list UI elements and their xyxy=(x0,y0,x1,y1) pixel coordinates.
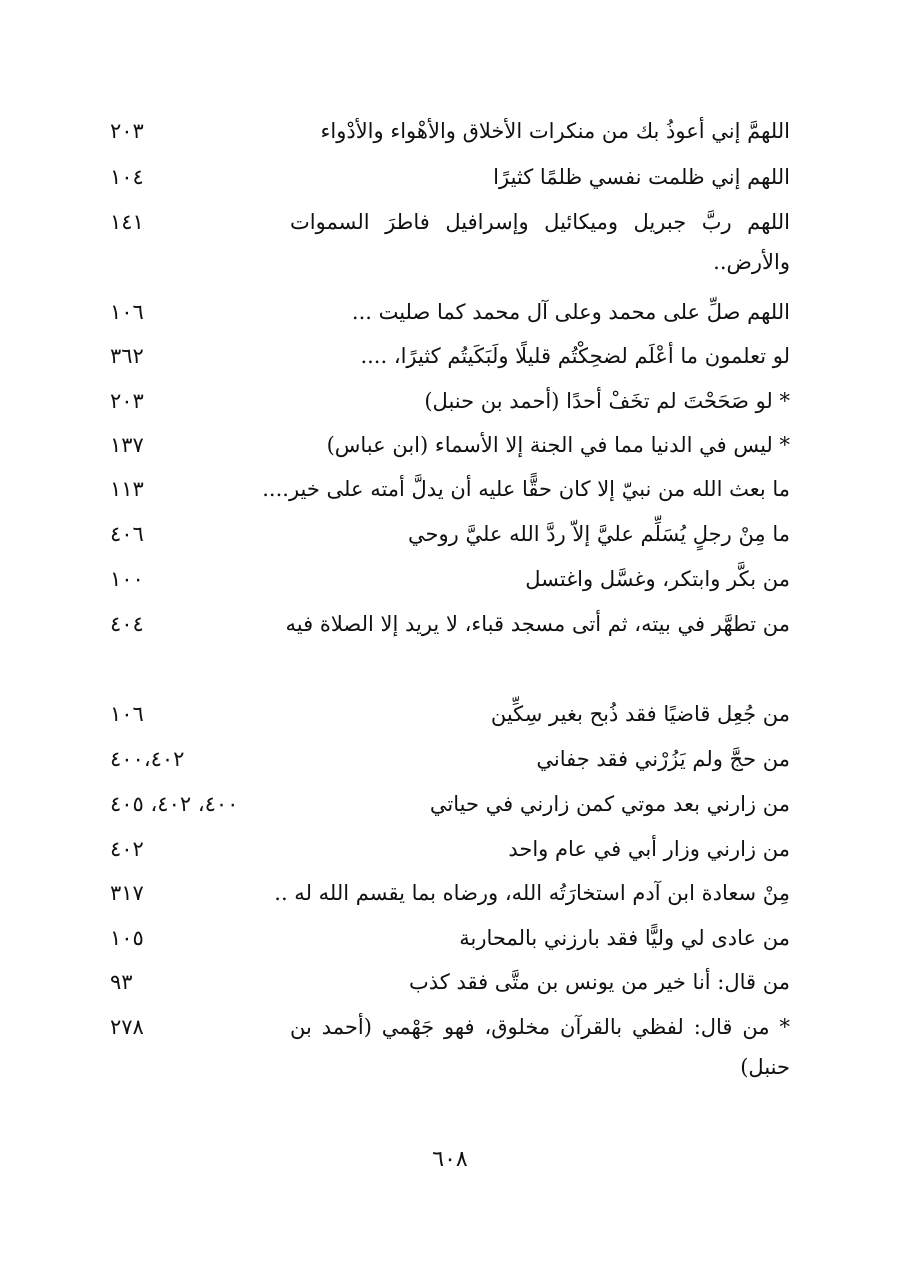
entry-pages: ٣٦٢ xyxy=(110,344,144,368)
entry-pages: ٩٣ xyxy=(110,970,133,994)
entry-pages: ٤٠٦ xyxy=(110,522,144,546)
entry-text: * ليس في الدنيا مما في الجنة إلا الأسماء (ابن عباس) xyxy=(326,433,790,457)
entry-text: من بكَّر وابتكر، وغسَّل واغتسل xyxy=(525,567,790,591)
entry-pages: ١١٣ xyxy=(110,477,144,501)
entry-text: اللهم صلِّ على محمد وعلى آل محمد كما صليت ... xyxy=(351,300,790,324)
entry-text: من جُعِل قاضيًا فقد ذُبح بغير سِكِّين xyxy=(490,702,790,726)
entry-text: اللهمَّ إني أعوذُ بك من منكرات الأخلاق والأهْواء والأدْواء xyxy=(320,119,790,143)
entry-pages: ١٠٦ xyxy=(110,300,144,324)
entry-pages: ١٠٦ xyxy=(110,702,144,726)
entry-pages: ٤٠٢ xyxy=(110,837,144,861)
entry-pages: ١٣٧ xyxy=(110,433,144,457)
entry-pages: ١٠٤ xyxy=(110,165,144,189)
entry-pages: ٤٠٠،٤٠٢ xyxy=(110,747,185,771)
entry-text: ما مِنْ رجلٍ يُسَلِّم عليَّ إلاّ ردَّ الله عليَّ روحي xyxy=(408,522,790,546)
entry-pages: ٤٠٠، ٤٠٢، ٤٠٥ xyxy=(110,792,239,816)
entry-text: * لو صَحَحْتَ لم تخَفْ أحدًا (أحمد بن حنبل) xyxy=(424,389,790,413)
entry-text: من عادى لي وليًّا فقد بارزني بالمحاربة xyxy=(459,926,790,950)
entry-pages: ٤٠٤ xyxy=(110,612,144,636)
entry-pages: ١٠٠ xyxy=(110,567,144,591)
page-number: ٦٠٨ xyxy=(432,1147,468,1172)
entry-text: اللهم إني ظلمت نفسي ظلمًا كثيرًا xyxy=(493,165,790,189)
entry-text: ما بعث الله من نبيّ إلا كان حقًّا عليه أن يدلَّ أمته على خير.... xyxy=(262,477,790,501)
entry-pages: ٢٧٨ xyxy=(110,1015,144,1039)
entry-text: اللهم ربَّ جبريل وميكائيل وإسرافيل فاطرَ السموات والأرض.. xyxy=(290,210,790,274)
entry-pages: ١٤١ xyxy=(110,210,144,234)
entry-text: من قال: أنا خير من يونس بن متَّى فقد كذب xyxy=(408,970,790,994)
entry-pages: ٢٠٣ xyxy=(110,389,144,413)
entry-pages: ٢٠٣ xyxy=(110,119,144,143)
entry-text: لو تعلمون ما أعْلَم لضحِكْتُم قليلًا ولَبَكَيتُم كثيرًا، .... xyxy=(360,344,790,368)
entry-text: من زارني بعد موتي كمن زارني في حياتي xyxy=(429,792,790,816)
entry-text: * من قال: لفظي بالقرآن مخلوق، فهو جَهْمي (أحمد بن حنبل) xyxy=(290,1015,790,1079)
entry-text: من حجَّ ولم يَزُرْني فقد جفاني xyxy=(536,747,790,771)
entry-pages: ٣١٧ xyxy=(110,881,144,905)
entry-text: من تطهَّر في بيته، ثم أتى مسجد قباء، لا يريد إلا الصلاة فيه xyxy=(285,612,790,636)
entry-text: مِنْ سعادة ابن آدم استخارَتُه الله، ورضاه بما يقسم الله له .. xyxy=(274,881,790,905)
entry-pages: ١٠٥ xyxy=(110,926,144,950)
entry-text: من زارني وزار أبي في عام واحد xyxy=(508,837,790,861)
